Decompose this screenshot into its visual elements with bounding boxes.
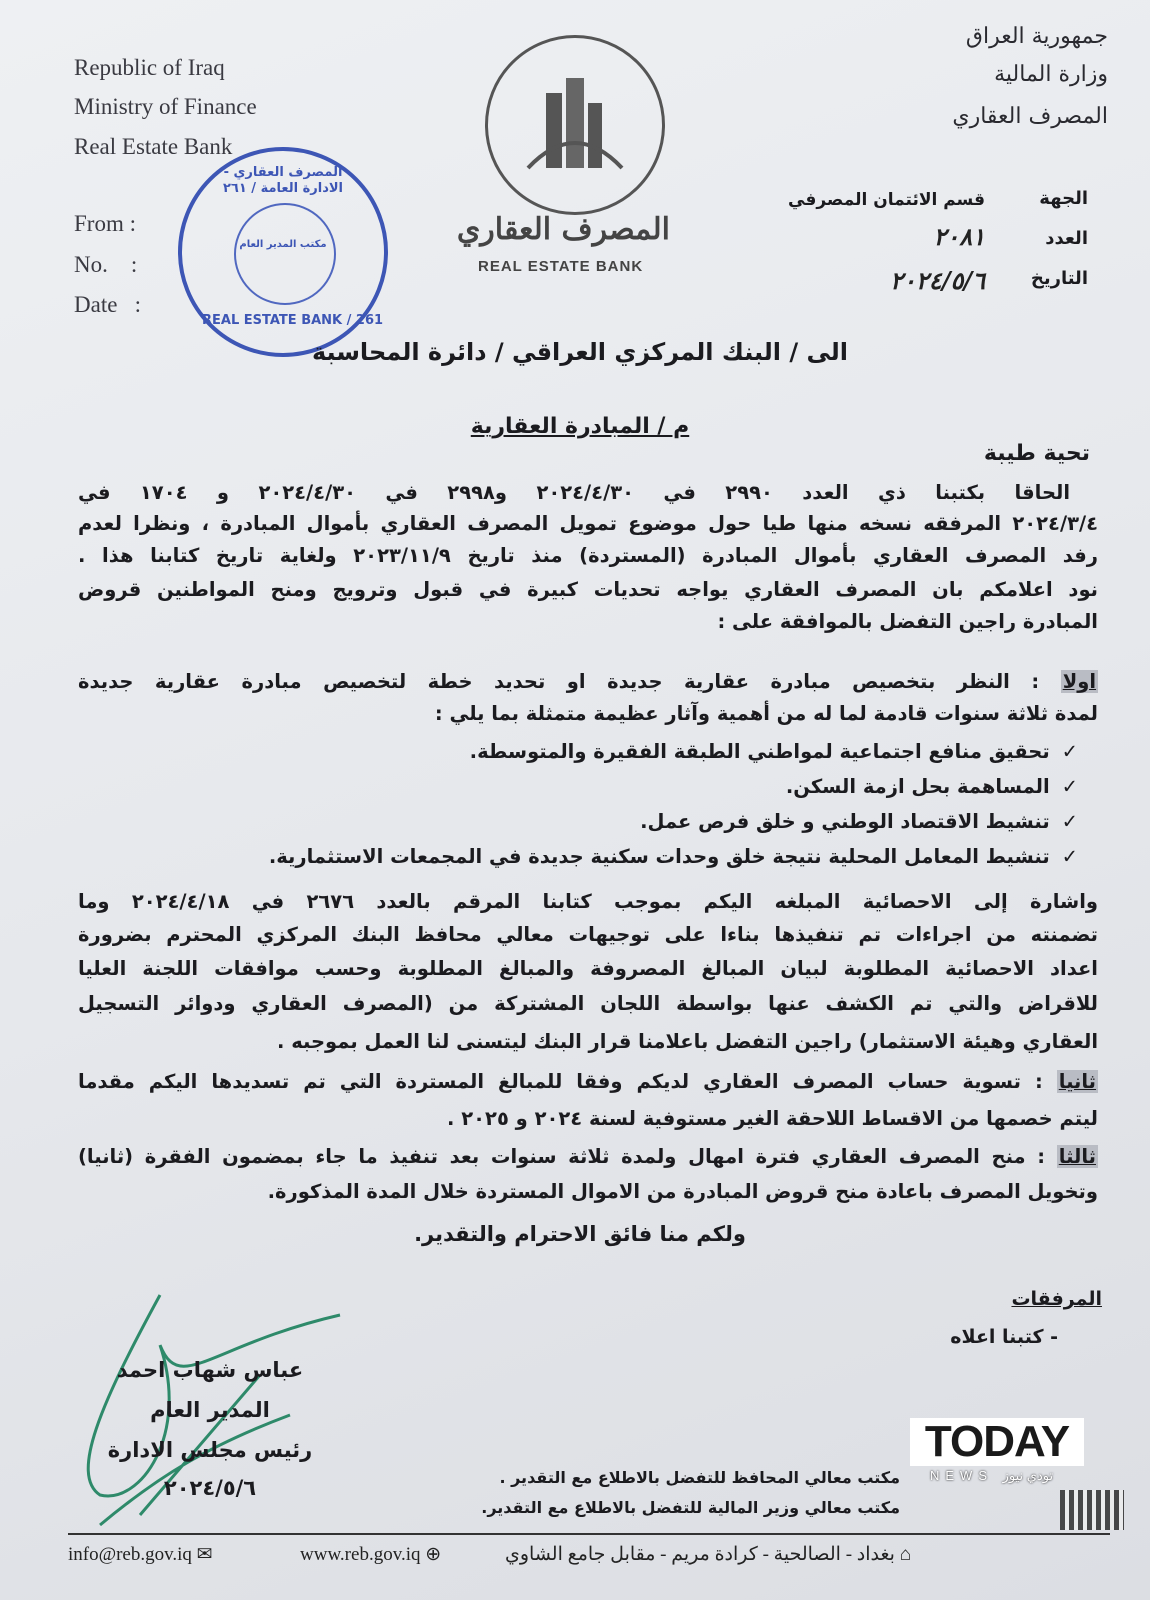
footer-address: ⌂ بغداد - الصالحية - كرادة مريم - مقابل جامع الشاوي xyxy=(505,1544,912,1565)
header-ar-bank: المصرف العقاري xyxy=(952,104,1108,129)
third-item-line: ثالثا : منح المصرف العقاري فترة امهال ولمدة ثلاثة سنوات بعد تنفيذ ما جاء بمضمون الفقرة (ثانيا) xyxy=(78,1145,1096,1168)
date-label-ar: التاريخ xyxy=(1030,268,1088,289)
header-en-bank: Real Estate Bank xyxy=(74,134,233,159)
stamp-outer-text: REAL ESTATE BANK / 261 xyxy=(202,313,384,328)
signatory-name: عباس شهاب احمد xyxy=(116,1358,304,1382)
check-icon: ✓ xyxy=(1061,845,1078,868)
bullet-item: ✓تنشيط الاقتصاد الوطني و خلق فرص عمل. xyxy=(640,810,1078,833)
first-item-line: لمدة ثلاثة سنوات قادمة لما له من أهمية وآثار عظيمة متمثلة بما يلي : xyxy=(434,702,1098,725)
stamp-inner-text: المصرف العقاري - الادارة العامة / ٢٦١ xyxy=(222,165,344,196)
number-value: ٢٠٨١ xyxy=(933,222,985,251)
first-label: اولا xyxy=(1062,670,1097,693)
first-item-line: اولا : النظر بتخصيص مبادرة عقارية جديدة او تحديد خطة لتخصيص مبادرة عقارية جديدة xyxy=(78,670,1097,693)
check-icon: ✓ xyxy=(1061,810,1078,833)
globe-icon: ⊕ xyxy=(425,1544,442,1565)
body-line: نود اعلامكم بان المصرف العقاري يواجه تحديات كبيرة في قبول وترويج ومنح المواطنين قروض xyxy=(78,578,1098,601)
no-label: No. : xyxy=(74,252,138,277)
official-stamp xyxy=(178,147,388,357)
bullet-item: ✓تنشيط المعامل المحلية نتيجة خلق وحدات سكنية جديدة في المجمعات الاستثمارية. xyxy=(268,845,1078,868)
header-en-country: Republic of Iraq xyxy=(74,55,225,80)
building-icon xyxy=(488,38,662,212)
department-value: قسم الائتمان المصرفي xyxy=(788,190,985,210)
bullet-item: ✓تحقيق منافع اجتماعية لمواطني الطبقة الفقيرة والمتوسطة. xyxy=(469,740,1078,763)
body2-line: اعداد الاحصائية المطلوبة لبيان المبالغ المصروفة والمبالغ المطلوبة وحسب موافقات اللجنة العليا xyxy=(78,957,1098,980)
addressee: الى / البنك المركزي العراقي / دائرة المحاسبة xyxy=(311,338,849,366)
attachments-title: المرفقات xyxy=(1011,1288,1102,1310)
from-label: From : xyxy=(74,211,136,236)
body-line: الحاقا بكتبنا ذي العدد ٢٩٩٠ في ٢٠٢٤/٤/٣٠ و٢٩٩٨ في ٢٠٢٤/٤/٣٠ و ١٧٠٤ في xyxy=(78,481,1070,504)
logo-text-en: REAL ESTATE BANK xyxy=(478,258,644,275)
header-ar-ministry: وزارة المالية xyxy=(994,62,1108,87)
date-value: ٢٠٢٤/٥/٦ xyxy=(890,266,985,295)
mail-icon: ✉ xyxy=(196,1544,213,1565)
second-item-line: ليتم خصمها من الاقساط اللاحقة الغير مستوفية لسنة ٢٠٢٤ و ٢٠٢٥ . xyxy=(447,1107,1098,1130)
signature-date: ٢٠٢٤/٥/٦ xyxy=(163,1476,257,1500)
body-line: ٢٠٢٤/٣/٤ المرفقه نسخه منها طيا حول موضوع تمويل المصرف العقاري بأموال المبادرة ، ونظرا لعدم xyxy=(78,512,1098,535)
header-ar-country: جمهورية العراق xyxy=(965,24,1108,49)
third-label: ثالثا xyxy=(1058,1145,1096,1168)
department-label: الجهة xyxy=(1039,188,1088,209)
cc-line: مكتب معالي وزير المالية للتفضل بالاطلاع مع التقدير. xyxy=(481,1498,900,1517)
number-label: العدد xyxy=(1045,228,1088,249)
check-icon: ✓ xyxy=(1061,740,1078,763)
body2-line: واشارة إلى الاحصائية المبلغه اليكم بموجب كتابنا المرقم بالعدد ٢٦٧٦ في ٢٠٢٤/٤/١٨ وما xyxy=(78,890,1099,913)
footer-website: www.reb.gov.iq ⊕ xyxy=(300,1544,442,1565)
body-line: رفد المصرف العقاري بأموال المبادرة (المستردة) منذ تاريخ ٢٠٢٣/١١/٩ ولغاية تاريخ كتابنا هذا . xyxy=(78,544,1098,567)
footer-divider xyxy=(68,1533,1110,1535)
attachment-item: - كتبنا اعلاه xyxy=(950,1326,1058,1348)
body2-line: العقاري وهيئة الاستثمار) راجين التفضل باعلامنا قرار البنك ليتسنى لنا العمل بموجبه . xyxy=(277,1030,1098,1053)
header-en-ministry: Ministry of Finance xyxy=(74,94,257,119)
check-icon: ✓ xyxy=(1061,775,1078,798)
subject: م / المبادرة العقارية xyxy=(470,414,690,439)
date-label: Date : xyxy=(74,292,142,317)
signatory-title: المدير العام xyxy=(150,1398,270,1422)
footer-email: info@reb.gov.iq ✉ xyxy=(68,1544,213,1565)
greeting: تحية طيبة xyxy=(983,441,1090,466)
body2-line: تضمنته من اجراءات تم تنفيذها بناءا على توجيهات معالي محافظ البنك المركزي المحترم بضرورة xyxy=(78,923,1098,946)
today-news-watermark: TODAY xyxy=(910,1418,1084,1466)
cc-line: مكتب معالي المحافظ للتفضل بالاطلاع مع التقدير . xyxy=(499,1468,900,1487)
closing: ولكم منا فائق الاحترام والتقدير. xyxy=(414,1222,746,1246)
qr-code xyxy=(1060,1490,1124,1530)
body2-line: للاقراض والتي تم الكشف عنها بواسطة اللجان المشتركة من (المصرف العقاري ودوائر التسجيل xyxy=(78,992,1098,1015)
second-item-line: ثانيا : تسوية حساب المصرف العقاري لديكم وفقا للمبالغ المستردة التي تم تسديدها اليكم مقدما xyxy=(78,1070,1096,1093)
third-item-line: وتخويل المصرف باعادة منح قروض المبادرة من الاموال المستردة خلال المدة المذكورة. xyxy=(267,1180,1098,1203)
bank-logo xyxy=(485,35,665,215)
second-label: ثانيا xyxy=(1058,1070,1096,1093)
bullet-item: ✓المساهمة بحل ازمة السكن. xyxy=(785,775,1078,798)
body-line: المبادرة راجين التفضل بالموافقة على : xyxy=(717,610,1098,633)
watermark-sub: NEWS تودي نيوز xyxy=(930,1468,1054,1483)
signatory-role: رئيس مجلس الادارة xyxy=(107,1438,313,1462)
stamp-center-text: مكتب المدير العام xyxy=(239,239,327,250)
location-icon: ⌂ xyxy=(899,1544,912,1565)
logo-text-ar: المصرف العقاري xyxy=(456,212,670,247)
